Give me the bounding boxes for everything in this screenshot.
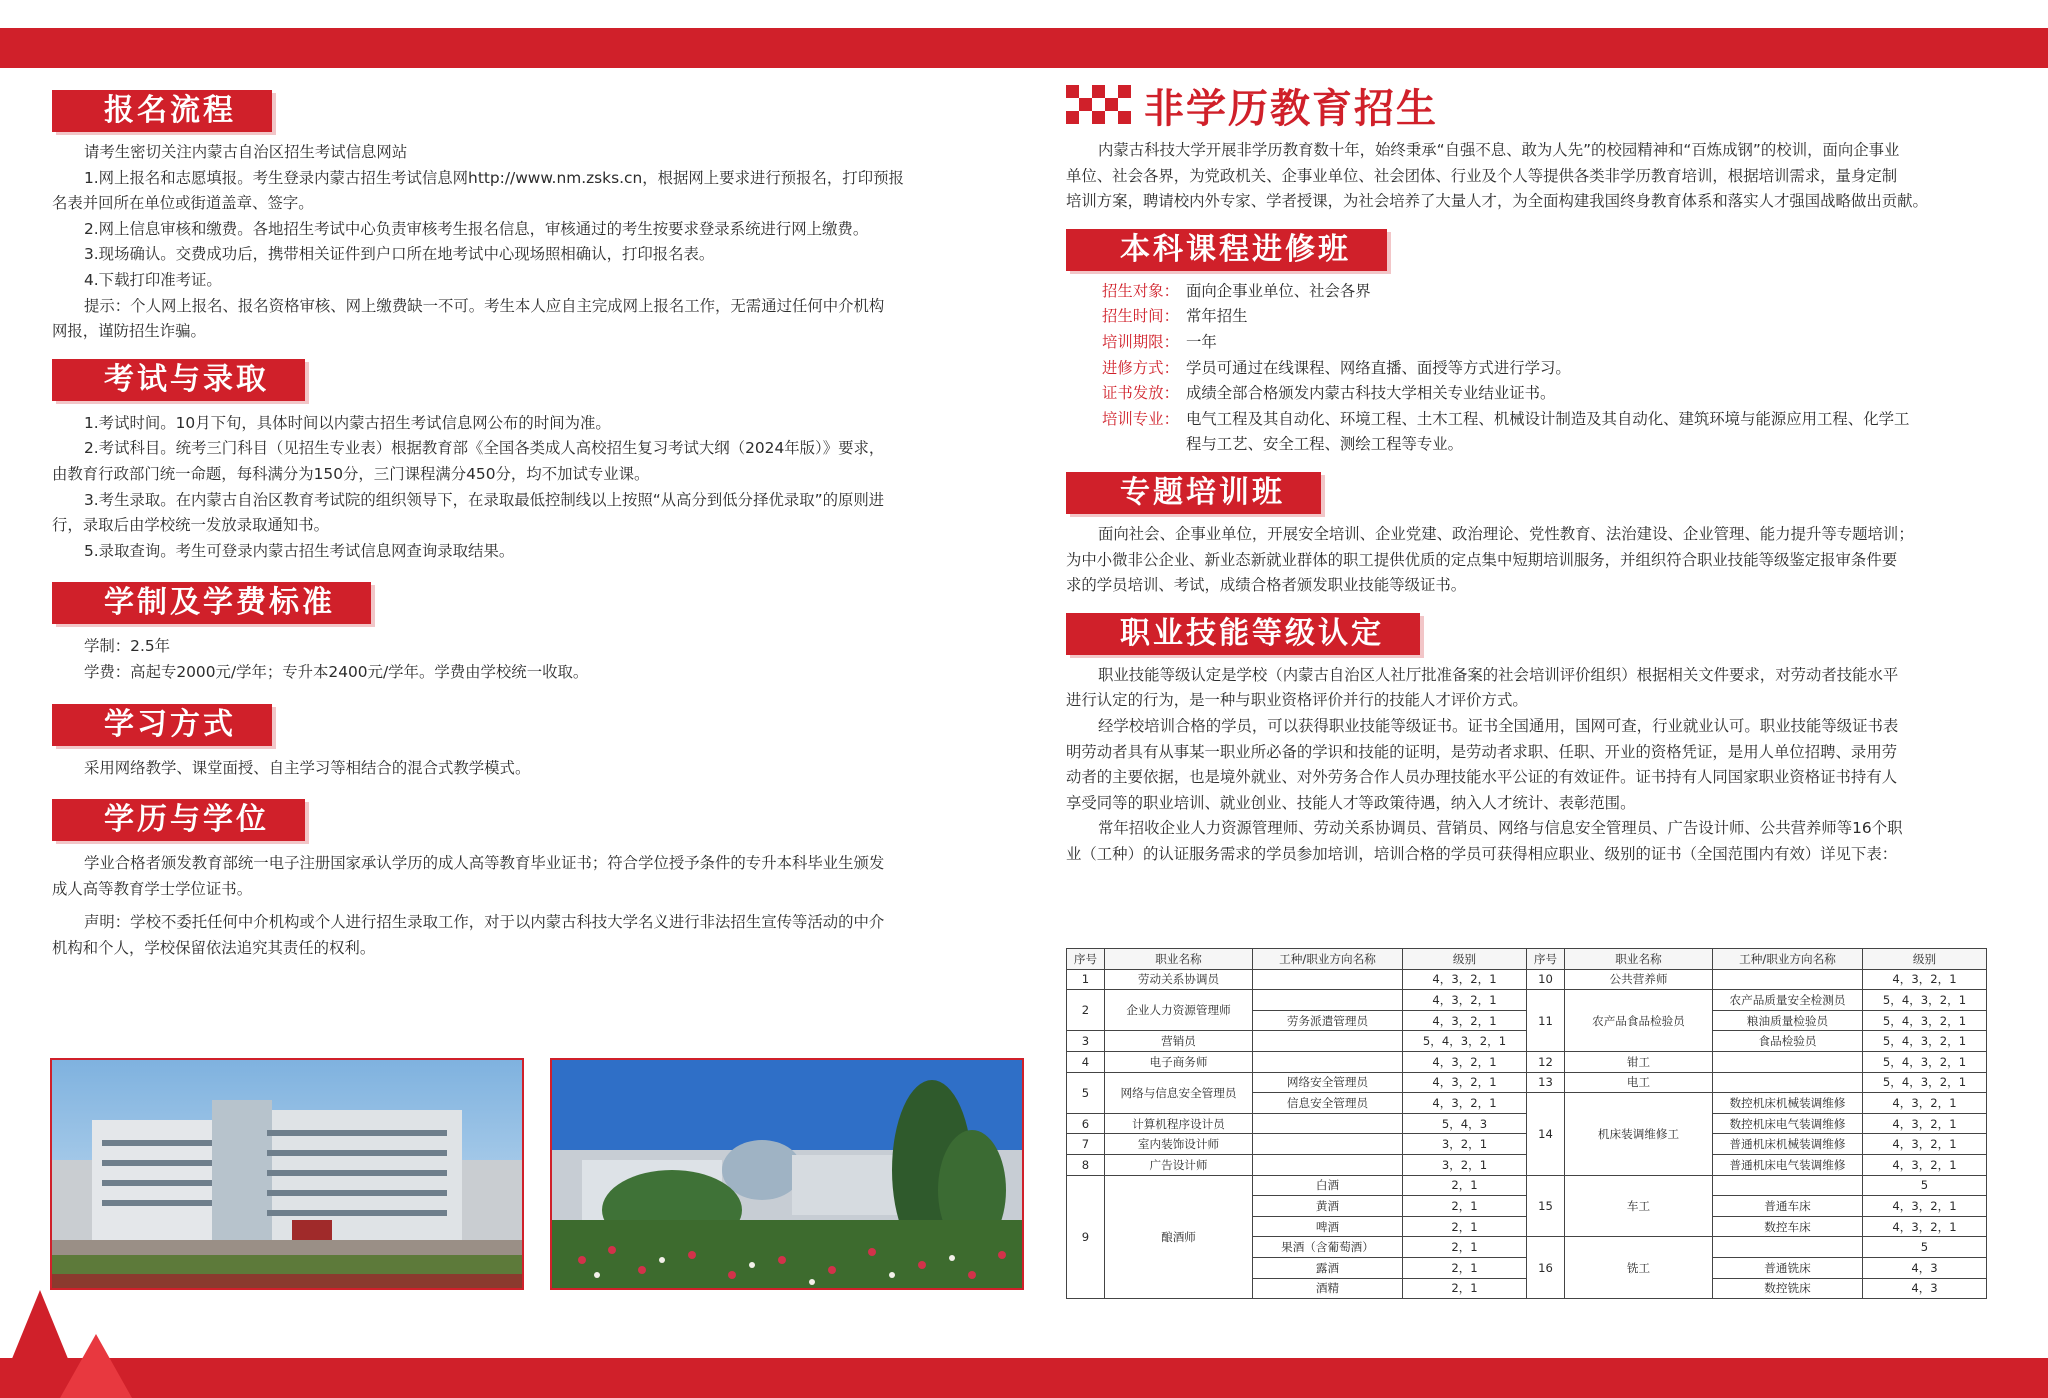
- cell-occupation: 劳动关系协调员: [1105, 969, 1253, 990]
- cell-direction: 白酒: [1253, 1175, 1403, 1196]
- cell-level: 5，4，3，2，1: [1863, 1072, 1987, 1093]
- cell-level: 4，3，2，1: [1863, 1154, 1987, 1175]
- cell-number: 2: [1067, 990, 1105, 1031]
- cell-direction: [1713, 1175, 1863, 1196]
- cell-occupation: 酿酒师: [1105, 1175, 1253, 1299]
- main-title-text: 非学历教育招生: [1144, 85, 1438, 132]
- main-title: [1066, 82, 1996, 132]
- cell-level: 5: [1863, 1175, 1987, 1196]
- cell-occupation: 农产品食品检验员: [1565, 990, 1713, 1052]
- cell-direction: 网络安全管理员: [1253, 1072, 1403, 1093]
- degree-text: 学业合格者颁发教育部统一电子注册国家承认学历的成人高等教育毕业证书；符合学位授予条件的专升本科毕业生颁发 成人高等教育学士学位证书。 声明：学校不委托任何中介机构或个人进行招生录取工作，对于以内蒙古科技大学名义进行非法招生宣传等活动的中介 机构和个人，学校保留依法追究其责任的权利。: [52, 854, 885, 957]
- top-red-band: [0, 28, 2048, 68]
- cell-direction: 数控铣床: [1713, 1278, 1863, 1299]
- corner-triangle-decoration-small: [60, 1334, 132, 1398]
- cell-direction: 普通铣床: [1713, 1257, 1863, 1278]
- registration-text: 请考生密切关注内蒙古自治区招生考试信息网站 1.网上报名和志愿填报。考生登录内蒙古招生考试信息网http://www.nm.zsks.cn，根据网上要求进行预报名，打印预报 名表并回所在单位或街道盖章、签字。 2.网上信息审核和缴费。各地招生考试中心负责审核考生报名信息，审核通过的考生按要求登录系统进行网上缴费。 3.现场确认。交费成功后，携带相关证件到户口所在地考试中心现场照相确认，打印报名表。 4.下载打印准考证。 提示：个人网上报名、报名资格审核、网上缴费缺一不可。考生本人应自主完成网上报名工作，无需通过任何中介机构 网报，谨防招生诈骗。: [52, 143, 904, 341]
- table-header-row: [1067, 949, 1987, 970]
- occupation-table: [1066, 948, 1987, 1299]
- detail-row: 进修方式： 学员可通过在线课程、网络直播、面授等方式进行学习。: [1102, 358, 1571, 377]
- cell-direction: 劳务派遣管理员: [1253, 1010, 1403, 1031]
- cell-occupation: 广告设计师: [1105, 1154, 1253, 1175]
- cell-level: 4，3: [1863, 1278, 1987, 1299]
- col-header: 级别: [1403, 949, 1527, 970]
- cell-direction: [1713, 969, 1863, 990]
- cell-level: 4，3，2，1: [1403, 990, 1527, 1011]
- left-column: [52, 90, 982, 961]
- cell-occupation: 企业人力资源管理师: [1105, 990, 1253, 1031]
- cell-occupation: 室内装饰设计师: [1105, 1134, 1253, 1155]
- col-header: 职业名称: [1565, 949, 1713, 970]
- cell-level: 5，4，3，2，1: [1403, 1031, 1527, 1052]
- cell-level: 4，3，2，1: [1863, 1196, 1987, 1217]
- cell-level: 2，1: [1403, 1175, 1527, 1196]
- cell-occupation: 网络与信息安全管理员: [1105, 1072, 1253, 1113]
- cell-number: 5: [1067, 1072, 1105, 1113]
- cell-level: 2，1: [1403, 1278, 1527, 1299]
- col-header: 序号: [1067, 949, 1105, 970]
- section-heading-registration: 报名流程: [52, 90, 272, 132]
- cell-level: 4，3，2，1: [1863, 1113, 1987, 1134]
- section-heading-tuition: 学制及学费标准: [52, 582, 371, 624]
- university-logo-icon: [1066, 85, 1130, 125]
- cell-level: 4，3: [1863, 1257, 1987, 1278]
- cell-direction: 黄酒: [1253, 1196, 1403, 1217]
- cell-level: 5，4，3: [1403, 1113, 1527, 1134]
- tuition-text: 学制：2.5年 学费：高起专2000元/学年；专升本2400元/学年。学费由学校统一收取。: [84, 637, 589, 681]
- detail-row: 招生时间： 常年招生: [1102, 307, 1248, 326]
- cell-direction: [1713, 1072, 1863, 1093]
- cell-number: 12: [1527, 1051, 1565, 1072]
- section-heading-degree: 学历与学位: [52, 799, 305, 841]
- cell-occupation: 铣工: [1565, 1237, 1713, 1299]
- intro-text: 内蒙古科技大学开展非学历教育数十年，始终秉承“自强不息、敢为人先”的校园精神和“百炼成钢”的校训，面向企事业 单位、社会各界，为党政机关、企事业单位、社会团体、行业及个人等提供各类非学历教育培训，根据培训需求，量身定制 培训方案，聘请校内外专家、学者授课，为社会培养了大量人才，为全面构建我国终身教育体系和落实人才强国战略做出贡献。: [1066, 141, 1928, 211]
- cell-direction: [1713, 1237, 1863, 1258]
- cell-level: 3，2，1: [1403, 1154, 1527, 1175]
- cell-direction: 果酒（含葡萄酒）: [1253, 1237, 1403, 1258]
- cell-level: 5，4，3，2，1: [1863, 990, 1987, 1011]
- cell-level: 5，4，3，2，1: [1863, 1010, 1987, 1031]
- cell-number: 10: [1527, 969, 1565, 990]
- cell-direction: 农产品质量安全检测员: [1713, 990, 1863, 1011]
- detail-row: 培训期限： 一年: [1102, 332, 1217, 351]
- cell-direction: 信息安全管理员: [1253, 1093, 1403, 1114]
- cell-direction: [1253, 1154, 1403, 1175]
- section-heading-exam-admission: 考试与录取: [52, 359, 305, 401]
- cell-level: 4，3，2，1: [1403, 969, 1527, 990]
- cell-direction: [1253, 990, 1403, 1011]
- cell-occupation: 公共营养师: [1565, 969, 1713, 990]
- cell-level: 2，1: [1403, 1237, 1527, 1258]
- detail-row: 培训专业： 电气工程及其自动化、环境工程、土木工程、机械设计制造及其自动化、建筑环境与能源应用工程、化学工 程与工艺、安全工程、测绘工程等专业。: [1102, 409, 1910, 454]
- cell-level: 4，3，2，1: [1403, 1072, 1527, 1093]
- detail-row: 证书发放： 成绩全部合格颁发内蒙古科技大学相关专业结业证书。: [1102, 384, 1556, 403]
- cell-direction: 普通车床: [1713, 1196, 1863, 1217]
- exam-admission-text: 1.考试时间。10月下旬，具体时间以内蒙古招生考试信息网公布的时间为准。 2.考试科目。统考三门科目（见招生专业表）根据教育部《全国各类成人高校招生复习考试大纲（2024年版）》要求， 由教育行政部门统一命题，每科满分为150分，三门课程满分450分，均不加试专业课。 3.考生录取。在内蒙古自治区教育考试院的组织领导下，在录取最低控制线以上按照“从高分到低分择优录取”的原则进 行，录取后由学校统一发放录取通知书。 5.录取查询。考生可登录内蒙古招生考试信息网查询录取结果。: [52, 413, 885, 560]
- cell-level: 4，3，2，1: [1403, 1010, 1527, 1031]
- cell-number: 11: [1527, 990, 1565, 1052]
- right-column: [1066, 82, 1996, 867]
- cell-number: 6: [1067, 1113, 1105, 1134]
- cell-occupation: 车工: [1565, 1175, 1713, 1237]
- section-heading-study-mode: 学习方式: [52, 704, 272, 746]
- cell-number: 16: [1527, 1237, 1565, 1299]
- cell-level: 4，3，2，1: [1863, 1134, 1987, 1155]
- cell-direction: 普通机床机械装调维修: [1713, 1134, 1863, 1155]
- cell-direction: [1253, 1134, 1403, 1155]
- cell-number: 3: [1067, 1031, 1105, 1052]
- cell-direction: [1713, 1051, 1863, 1072]
- cell-level: 4，3，2，1: [1863, 969, 1987, 990]
- bottom-red-band: [0, 1358, 2048, 1398]
- cell-level: 4，3，2，1: [1863, 1093, 1987, 1114]
- cell-level: 5: [1863, 1237, 1987, 1258]
- occupation-table-wrapper: [1066, 948, 1986, 1299]
- campus-building-photo: [50, 1058, 524, 1290]
- cell-level: 3，2，1: [1403, 1134, 1527, 1155]
- table-row: [1067, 990, 1987, 1011]
- section-heading-special-training: 专题培训班: [1066, 472, 1321, 514]
- cell-direction: [1253, 1051, 1403, 1072]
- cell-occupation: 机床装调维修工: [1565, 1093, 1713, 1175]
- table-row: [1067, 969, 1987, 990]
- col-header: 职业名称: [1105, 949, 1253, 970]
- cell-occupation: 电工: [1565, 1072, 1713, 1093]
- undergrad-course-details: [1066, 279, 1996, 458]
- cell-level: 4，3，2，1: [1403, 1051, 1527, 1072]
- cell-direction: 数控机床电气装调维修: [1713, 1113, 1863, 1134]
- cell-number: 13: [1527, 1072, 1565, 1093]
- col-header: 序号: [1527, 949, 1565, 970]
- col-header: 级别: [1863, 949, 1987, 970]
- cell-level: 2，1: [1403, 1257, 1527, 1278]
- cell-number: 15: [1527, 1175, 1565, 1237]
- cell-level: 4，3，2，1: [1863, 1216, 1987, 1237]
- section-heading-undergrad-course: 本科课程进修班: [1066, 229, 1387, 271]
- detail-row: 招生对象： 面向企事业单位、社会各界: [1102, 281, 1371, 300]
- cell-occupation: 钳工: [1565, 1051, 1713, 1072]
- cell-direction: 酒精: [1253, 1278, 1403, 1299]
- cell-level: 2，1: [1403, 1216, 1527, 1237]
- col-header: 工种/职业方向名称: [1253, 949, 1403, 970]
- cell-number: 14: [1527, 1093, 1565, 1175]
- cell-direction: [1253, 969, 1403, 990]
- cell-number: 4: [1067, 1051, 1105, 1072]
- col-header: 工种/职业方向名称: [1713, 949, 1863, 970]
- special-training-text: 面向社会、企事业单位，开展安全培训、企业党建、政治理论、党性教育、法治建设、企业管理、能力提升等专题培训； 为中小微非公企业、新业态新就业群体的职工提供优质的定点集中短期培训服务，并组织符合职业技能等级鉴定报审条件要 求的学员培训、考试，成绩合格者颁发职业技能等级证书。: [1066, 524, 1914, 595]
- section-heading-skill-certification: 职业技能等级认定: [1066, 613, 1420, 655]
- skill-certification-text: 职业技能等级认定是学校（内蒙古自治区人社厅批准备案的社会培训评价组织）根据相关文件要求，对劳动者技能水平 进行认定的行为，是一种与职业资格评价并行的技能人才评价方式。 经学校培训合格的学员，可以获得职业技能等级证书。证书全国通用，国网可查，行业就业认可。职业技能等级证书表 明劳动者具有从事某一职业所必备的学识和技能的证明，是劳动者求职、任职、开业的资格凭证，是用人单位招聘、录用劳 动者的主要依据，也是境外就业、对外劳务合作人员办理技能水平公证的有效证件。证书持有人同国家职业资格证书持有人 享受同等的职业培训、就业创业、技能人才等政策待遇，纳入人才统计、表彰范围。 常年招收企业人力资源管理师、劳动关系协调员、营销员、网络与信息安全管理员、广告设计师、公共营养师等16个职 业（工种）的认证服务需求的学员参加培训，培训合格的学员可获得相应职业、级别的证书（全国范围内有效）详见下表：: [1066, 665, 1903, 863]
- cell-level: 5，4，3，2，1: [1863, 1051, 1987, 1072]
- cell-level: 4，3，2，1: [1403, 1093, 1527, 1114]
- table-row: [1067, 1072, 1987, 1093]
- cell-number: 9: [1067, 1175, 1105, 1299]
- table-row: [1067, 1051, 1987, 1072]
- cell-direction: 食品检验员: [1713, 1031, 1863, 1052]
- cell-number: 7: [1067, 1134, 1105, 1155]
- cell-occupation: 营销员: [1105, 1031, 1253, 1052]
- study-mode-text: 采用网络教学、课堂面授、自主学习等相结合的混合式教学模式。: [84, 758, 531, 777]
- campus-garden-photo: [550, 1058, 1024, 1290]
- cell-direction: 粮油质量检验员: [1713, 1010, 1863, 1031]
- cell-direction: 数控机床机械装调维修: [1713, 1093, 1863, 1114]
- cell-direction: 数控车床: [1713, 1216, 1863, 1237]
- cell-direction: [1253, 1031, 1403, 1052]
- cell-number: 8: [1067, 1154, 1105, 1175]
- cell-direction: 啤酒: [1253, 1216, 1403, 1237]
- cell-level: 5，4，3，2，1: [1863, 1031, 1987, 1052]
- cell-level: 2，1: [1403, 1196, 1527, 1217]
- cell-occupation: 电子商务师: [1105, 1051, 1253, 1072]
- cell-number: 1: [1067, 969, 1105, 990]
- cell-direction: [1253, 1113, 1403, 1134]
- cell-direction: 露酒: [1253, 1257, 1403, 1278]
- table-row: [1067, 1175, 1987, 1196]
- cell-direction: 普通机床电气装调维修: [1713, 1154, 1863, 1175]
- cell-occupation: 计算机程序设计员: [1105, 1113, 1253, 1134]
